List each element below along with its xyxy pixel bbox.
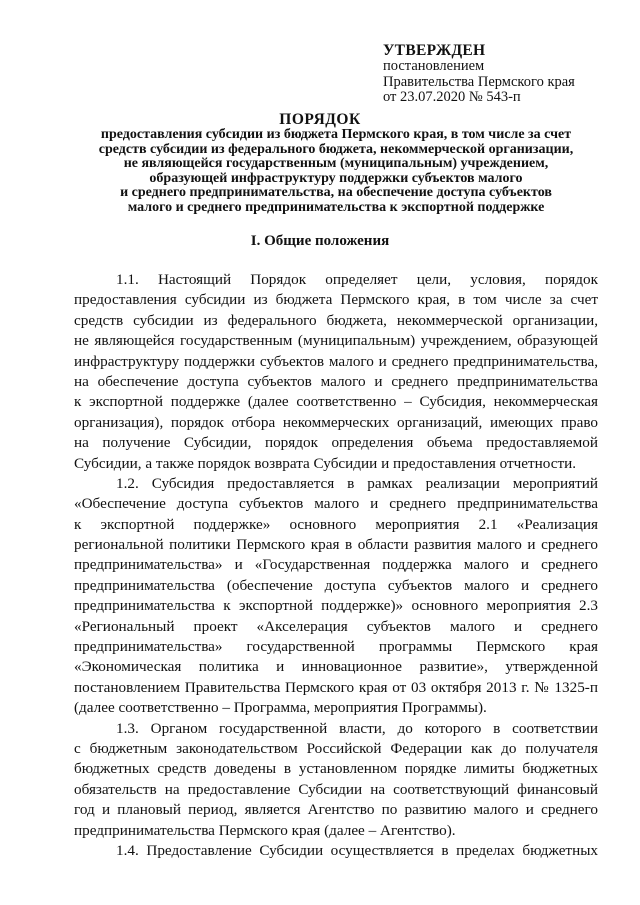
- body-line: предпринимательства» государственной программы Пермского края: [74, 638, 598, 656]
- body-line: «Обеспечение доступа субъектов малого и среднего предпринимательства: [74, 495, 598, 513]
- body-line: год и плановый период, является Агентство по развитию малого и среднего: [74, 801, 598, 819]
- body-line: на обеспечение доступа субъектов малого и среднего предпринимательства: [74, 372, 598, 390]
- document-title: ПОРЯДОК: [279, 111, 361, 128]
- approval-heading: УТВЕРЖДЕН: [383, 42, 486, 59]
- body-line: 1.4. Предоставление Субсидии осуществляется в пределах бюджетных: [116, 841, 598, 859]
- body-line: предпринимательства (обеспечение доступа субъектов малого и среднего: [74, 576, 598, 594]
- body-line: на получение Субсидии, порядок определения объема предоставляемой: [74, 434, 598, 452]
- body-line: «Экономическая политика и инновационное развитие», утвержденной: [74, 658, 598, 676]
- subtitle-line: образующей инфраструктуру поддержки субъектов малого: [149, 170, 523, 186]
- body-line: средств субсидии из федерального бюджета, некоммерческой организации,: [74, 311, 598, 329]
- body-line: предпринимательства к экспортной поддержке)» основного мероприятия 2.3: [74, 597, 598, 615]
- section-heading: I. Общие положения: [250, 233, 390, 249]
- body-line: инфраструктуру поддержки субъектов малого и среднего предпринимательства,: [74, 352, 598, 370]
- body-line: к экспортной поддержке (далее соответственно – Субсидия, некоммерческая: [74, 393, 598, 411]
- approval-line: Правительства Пермского края: [383, 73, 575, 90]
- approval-line: постановлением: [383, 58, 485, 74]
- body-line: Субсидии, а также порядок возврата Субсидии и предоставления отчетности.: [74, 454, 577, 472]
- body-line: обязательств на предоставление Субсидии на соответствующий финансовый: [74, 780, 598, 798]
- body-line: предпринимательства» и «Государственная поддержка малого и среднего: [74, 556, 598, 574]
- subtitle-line: средств субсидии из федерального бюджета, некоммерческой организации,: [98, 141, 574, 157]
- body-line: региональной политики Пермского края в области развития малого и среднего: [74, 536, 598, 554]
- approval-block: [383, 42, 623, 106]
- body-line: бюджетных средств доведены в установленном порядке лимиты бюджетных: [74, 760, 598, 778]
- body-line: предпринимательства Пермского края (далее – Агентство).: [74, 821, 456, 839]
- body-line: с бюджетным законодательством Российской Федерации как до получателя: [74, 739, 598, 757]
- body-line: «Региональный проект «Акселерация субъектов малого и среднего: [74, 617, 598, 635]
- document-subtitle: [70, 128, 602, 216]
- body-line: к экспортной поддержке» основного мероприятия 2.1 «Реализация: [74, 515, 598, 533]
- body-line: 1.2. Субсидия предоставляется в рамках реализации мероприятий: [116, 474, 598, 492]
- body-text: [74, 270, 598, 861]
- approval-line: от 23.07.2020 № 543-п: [383, 89, 521, 105]
- body-line: предоставления субсидии из бюджета Пермского края, в том числе за счет: [74, 291, 598, 309]
- body-line: не являющейся государственным (муниципальным) учреждением, образующей: [74, 332, 598, 350]
- subtitle-line: и среднего предпринимательства, на обеспечение доступа субъектов: [120, 185, 552, 201]
- subtitle-line: малого и среднего предпринимательства к экспортной поддержке: [127, 199, 545, 215]
- subtitle-line: предоставления субсидии из бюджета Пермского края, в том числе за счет: [100, 127, 572, 142]
- body-line: 1.1. Настоящий Порядок определяет цели, условия, порядок: [116, 271, 598, 288]
- body-line: 1.3. Органом государственной власти, до которого в соответствии: [116, 719, 598, 737]
- body-line: организация), порядок отбора некоммерческих организаций, имеющих право: [74, 413, 598, 431]
- subtitle-line: не являющейся государственным (муниципальным) учреждением,: [123, 156, 549, 172]
- body-line: постановлением Правительства Пермского края от 03 октября 2013 г. № 1325-п: [74, 678, 598, 696]
- body-line: (далее соответственно – Программа, мероприятия Программы).: [74, 699, 487, 717]
